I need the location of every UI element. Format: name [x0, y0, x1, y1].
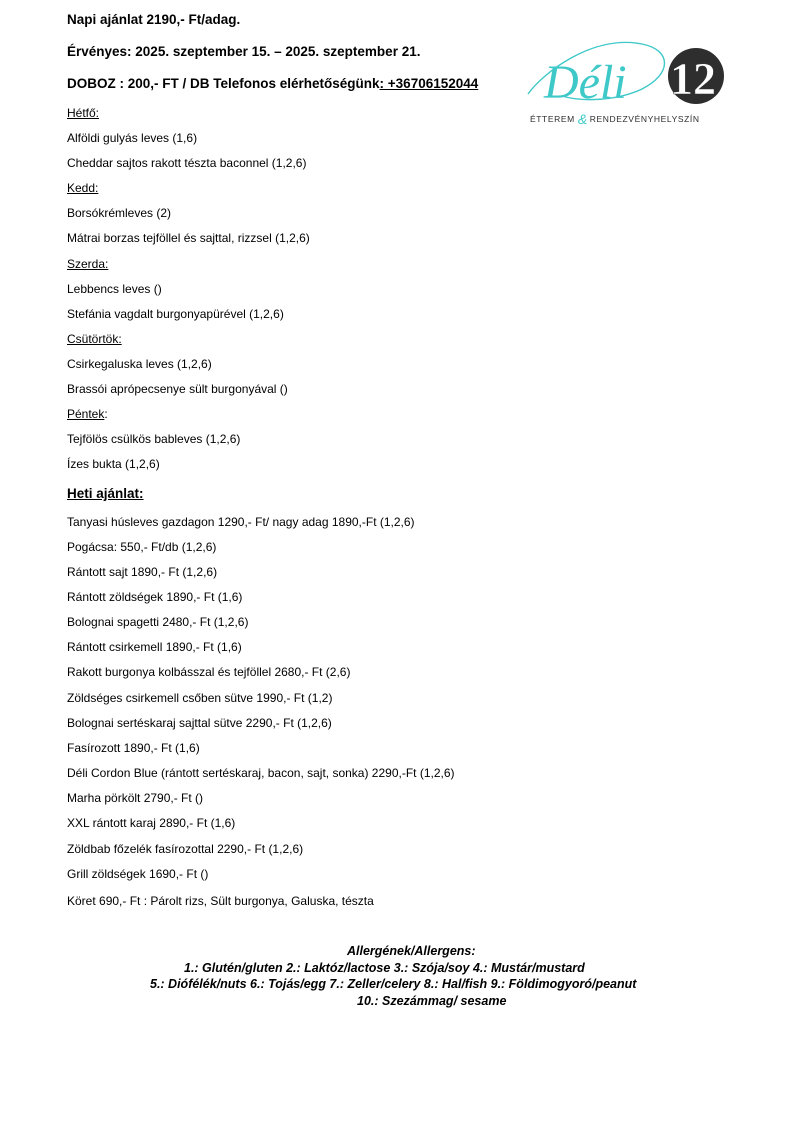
weekly-item: Zöldbab főzelék fasírozottal 2290,- Ft (1,2,6) [67, 842, 304, 856]
box-phone-label: DOBOZ : 200,- FT / DB Telefonos elérhetőségünk [67, 76, 380, 91]
menu-item: Tejfölös csülkös bableves (1,2,6) [67, 432, 241, 446]
allergens-title: Allergének/Allergens: [347, 944, 476, 958]
deli12-logo [522, 14, 732, 132]
box-phone-line [67, 76, 478, 91]
weekly-item: Fasírozott 1890,- Ft (1,6) [67, 741, 200, 755]
weekly-item: Bolognai sertéskaraj sajttal sütve 2290,- Ft (1,2,6) [67, 716, 332, 730]
weekly-item: Marha pörkölt 2790,- Ft () [67, 791, 204, 805]
logo-number: 12 [670, 53, 716, 104]
menu-item: Cheddar sajtos rakott tészta baconnel (1,2,6) [67, 156, 307, 170]
menu-item: Alföldi gulyás leves (1,6) [67, 131, 198, 145]
allergens-line: 1.: Glutén/gluten 2.: Laktóz/lactose 3.: Szója/soy 4.: Mustár/mustard [184, 961, 585, 975]
logo-tagline: ÉTTEREM & RENDEZVÉNYHELYSZÍN [530, 111, 700, 127]
weekly-offer-heading: Heti ajánlat: [67, 486, 144, 501]
weekly-item: Grill zöldségek 1690,- Ft () [67, 867, 209, 881]
weekly-item: Rántott sajt 1890,- Ft (1,2,6) [67, 565, 218, 579]
weekly-item: Rántott zöldségek 1890,- Ft (1,6) [67, 590, 243, 604]
menu-item: Lebbencs leves () [67, 282, 162, 296]
allergens-line: 10.: Szezámmag/ sesame [357, 994, 507, 1008]
weekly-item: Rakott burgonya kolbásszal és tejföllel 2680,- Ft (2,6) [67, 665, 351, 679]
day-heading-thursday: Csütörtök: [67, 332, 122, 346]
allergens-line: 5.: Diófélék/nuts 6.: Tojás/egg 7.: Zeller/celery 8.: Hal/fish 9.: Földimogyoró/peanut [150, 977, 637, 991]
menu-item: Borsókrémleves (2) [67, 206, 172, 220]
day-heading-monday: Hétfő: [67, 106, 100, 120]
day-heading-friday [67, 407, 108, 421]
logo-script-text: Déli [544, 56, 627, 109]
menu-item: Mátrai borzas tejföllel és sajttal, rizzsel (1,2,6) [67, 231, 310, 245]
weekly-item: Bolognai spagetti 2480,- Ft (1,2,6) [67, 615, 249, 629]
phone-number-link[interactable]: : +36706152044 [379, 76, 479, 91]
day-colon: : [104, 407, 108, 421]
validity-line: Érvényes: 2025. szeptember 15. – 2025. szeptember 21. [67, 44, 421, 59]
menu-item: Csirkegaluska leves (1,2,6) [67, 357, 212, 371]
logo-graphic [522, 14, 732, 132]
menu-item: Brassói aprópecsenye sült burgonyával () [67, 382, 288, 396]
weekly-item: Pogácsa: 550,- Ft/db (1,2,6) [67, 540, 217, 554]
day-heading-tuesday: Kedd: [67, 181, 99, 195]
side-dish-item: Köret 690,- Ft : Párolt rizs, Sült burgonya, Galuska, tészta [67, 894, 374, 908]
weekly-item: Zöldséges csirkemell csőben sütve 1990,- Ft (1,2) [67, 691, 333, 705]
weekly-item: Rántott csirkemell 1890,- Ft (1,6) [67, 640, 242, 654]
offer-price-line: Napi ajánlat 2190,- Ft/adag. [67, 12, 241, 27]
day-name: Péntek [67, 407, 105, 421]
weekly-item: Déli Cordon Blue (rántott sertéskaraj, bacon, sajt, sonka) 2290,-Ft (1,2,6) [67, 766, 455, 780]
weekly-item: XXL rántott karaj 2890,- Ft (1,6) [67, 816, 236, 830]
weekly-item: Tanyasi húsleves gazdagon 1290,- Ft/ nagy adag 1890,-Ft (1,2,6) [67, 515, 415, 529]
day-heading-wednesday: Szerda: [67, 257, 109, 271]
menu-item: Ízes bukta (1,2,6) [67, 457, 160, 471]
menu-item: Stefánia vagdalt burgonyapürével (1,2,6) [67, 307, 284, 321]
